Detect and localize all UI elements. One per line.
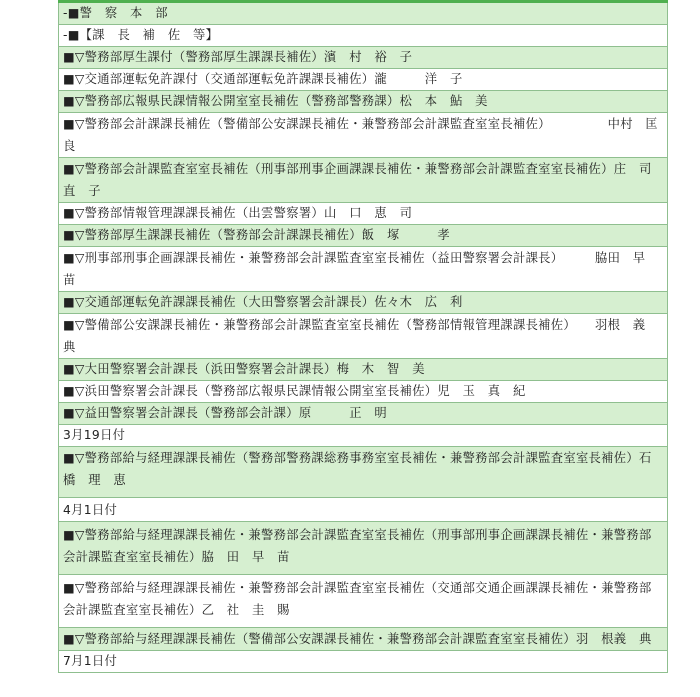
list-item: ■▽警務部広報県民課情報公開室室長補佐（警務部警務課）松 本 鮎 美 xyxy=(58,91,668,113)
list-item: ■▽警務部給与経理課課長補佐・兼警務部会計課監査室室長補佐（交通部交通企画課課長補佐・兼警務部会計課監査室室長補佐）乙 社 圭 賜 xyxy=(58,575,668,628)
list-item: ■▽刑事部刑事企画課課長補佐・兼警務部会計課監査室室長補佐（益田警察署会計課長） 脇田 早 苗 xyxy=(58,247,668,292)
list-item: ■▽警務部情報管理課課長補佐（出雲警察署）山 口 恵 司 xyxy=(58,203,668,225)
list-item: ■▽警務部会計課監査室室長補佐（刑事部刑事企画課課長補佐・兼警務部会計課監査室室長補佐）庄 司 直 子 xyxy=(58,158,668,203)
date-heading: 3月19日付 xyxy=(58,425,668,447)
list-item: ■▽交通部運転免許課付（交通部運転免許課課長補佐）瀧 洋 子 xyxy=(58,69,668,91)
list-item: ■▽交通部運転免許課課長補佐（大田警察署会計課長）佐々木 広 利 xyxy=(58,292,668,314)
list-item: ■▽警務部厚生課課長補佐（警務部会計課課長補佐）飯 塚 孝 xyxy=(58,225,668,247)
list-item: ■▽警務部給与経理課課長補佐（警務部警務課総務事務室室長補佐・兼警務部会計課監査室室長補佐）石 橋 理 恵 xyxy=(58,447,668,498)
date-heading: 7月1日付 xyxy=(58,651,668,673)
list-item: ■▽警務部会計課課長補佐（警備部公安課課長補佐・兼警務部会計課監査室室長補佐） 中村 匡 良 xyxy=(58,113,668,158)
list-item: ■▽益田警察署会計課長（警務部会計課）原 正 明 xyxy=(58,403,668,425)
list-item: ■▽警務部厚生課付（警務部厚生課課長補佐）濱 村 裕 子 xyxy=(58,47,668,69)
list-item: ■▽警備部公安課課長補佐・兼警務部会計課監査室室長補佐（警務部情報管理課課長補佐） 羽根 義 典 xyxy=(58,314,668,359)
personnel-list xyxy=(58,0,671,673)
date-heading: 4月1日付 xyxy=(58,498,668,522)
list-item: ■▽浜田警察署会計課長（警務部広報県民課情報公開室室長補佐）児 玉 真 紀 xyxy=(58,381,668,403)
list-item: ■▽警務部給与経理課課長補佐・兼警務部会計課監査室室長補佐（刑事部刑事企画課課長補佐・兼警務部会計課監査室室長補佐）脇 田 早 苗 xyxy=(58,522,668,575)
list-item: ■▽大田警察署会計課長（浜田警察署会計課長）梅 木 智 美 xyxy=(58,359,668,381)
section-heading-police-hq: -■警 察 本 部 xyxy=(58,3,668,25)
list-item: ■▽警務部給与経理課課長補佐（警備部公安課課長補佐・兼警務部会計課監査室室長補佐）羽 根義 典 xyxy=(58,628,668,651)
subsection-heading-assistant-chiefs: -■【課 長 補 佐 等】 xyxy=(58,25,668,47)
